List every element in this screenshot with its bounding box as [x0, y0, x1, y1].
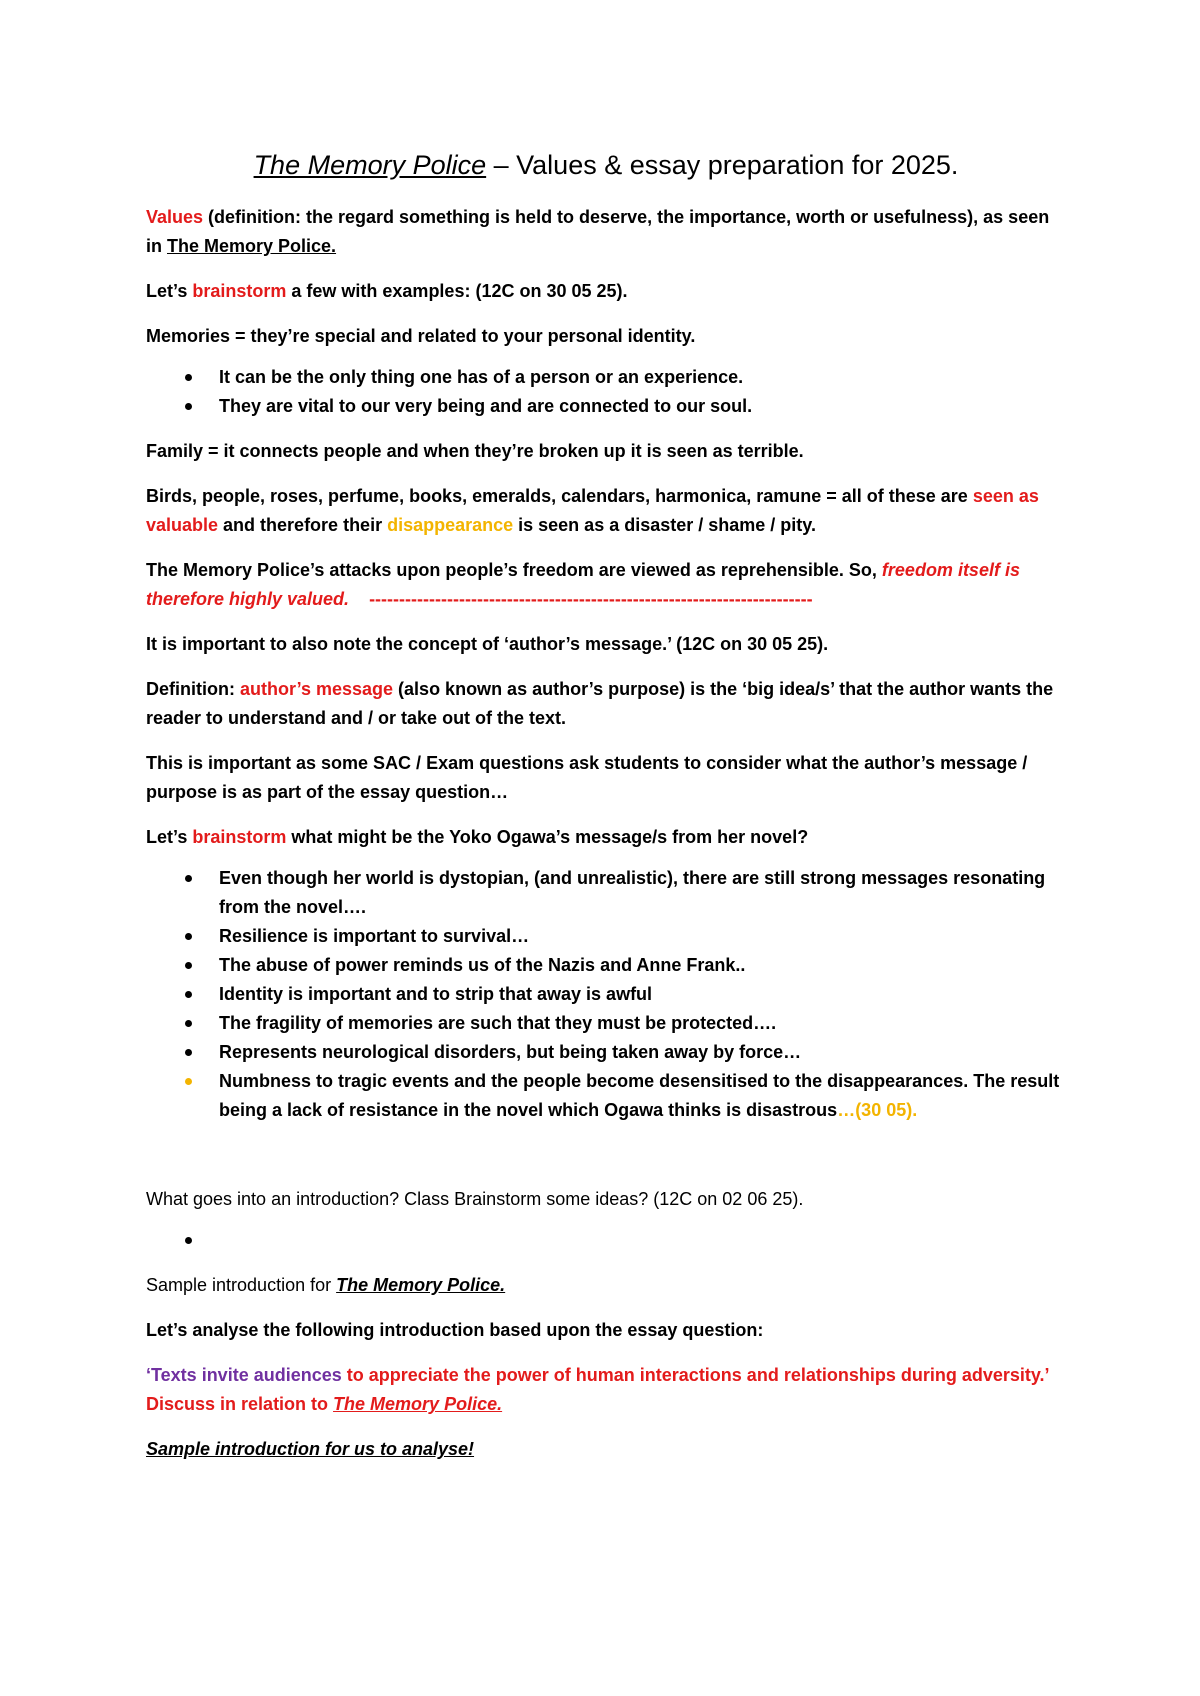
memories-list [146, 363, 1066, 421]
bullet-icon [185, 1237, 192, 1244]
bullet-icon [185, 403, 192, 410]
brainstorm2-post: what might be the Yoko Ogawa’s message/s from her novel? [286, 827, 809, 847]
brainstorm-messages [146, 823, 1066, 852]
bullet-icon [185, 1020, 192, 1027]
brainstorm2-pre: Let’s [146, 827, 193, 847]
definition-pre: Definition: [146, 679, 240, 699]
sample-intro-line [146, 1271, 1066, 1300]
values-definition-text: (definition: the regard something is held to deserve, the importance, worth or usefulness), as seen in [146, 207, 1050, 256]
essay-question-purple: ‘Texts invite audiences [146, 1365, 342, 1385]
values-definition [146, 203, 1066, 261]
freedom-divider: -------------------------------------------------------------------------- [369, 589, 813, 609]
list-item [146, 980, 1066, 1009]
brainstorm2-word: brainstorm [192, 827, 287, 847]
list-item [146, 1067, 1066, 1125]
values-word: Values [146, 207, 204, 227]
list-item [146, 951, 1066, 980]
list-item-text: The abuse of power reminds us of the Nazis and Anne Frank.. [219, 955, 746, 975]
bullet-icon [185, 991, 192, 998]
freedom-paragraph [146, 556, 1066, 614]
document-title [146, 150, 1066, 181]
list-item-text: Numbness to tragic events and the people become desensitised to the disappearances. The result being a lack of resistance in the novel which Ogawa thinks is disastrous [219, 1071, 1060, 1120]
sample-heading: Sample introduction for us to analyse! [146, 1439, 475, 1459]
sample-intro-book: The Memory Police. [336, 1275, 506, 1295]
bullet-icon [185, 933, 192, 940]
list-item-text: Represents neurological disorders, but being taken away by force… [219, 1042, 802, 1062]
list-item [146, 1038, 1066, 1067]
freedom-pre: The Memory Police’s attacks upon people’s freedom are viewed as reprehensible. So, [146, 560, 882, 580]
list-item-text: Even though her world is dystopian, (and unrealistic), there are still strong messages resonating from the novel…. [219, 868, 1046, 917]
messages-list [146, 864, 1066, 1125]
memories-paragraph: Memories = they’re special and related to your personal identity. [146, 326, 696, 346]
birds-paragraph [146, 482, 1066, 540]
essay-question-red: to appreciate the power of human interactions and relationships during adversity.’ Discuss in relation to [146, 1365, 1049, 1414]
title-book-name: The Memory Police [253, 150, 487, 180]
birds-disappearance: disappearance [387, 515, 514, 535]
spacer [146, 1141, 1066, 1185]
analyse-paragraph: Let’s analyse the following introduction based upon the essay question: [146, 1320, 764, 1340]
values-book-name: The Memory Police. [167, 236, 337, 256]
list-item-text: It can be the only thing one has of a person or an experience. [219, 367, 744, 387]
bullet-icon [185, 962, 192, 969]
brainstorm1-pre: Let’s [146, 281, 193, 301]
document-page [146, 150, 1066, 1480]
last-message-date: …(30 05). [837, 1100, 918, 1120]
freedom-highlight: freedom itself is therefore highly valued. [146, 560, 1020, 609]
birds-mid: and therefore their [218, 515, 388, 535]
list-item [146, 1009, 1066, 1038]
list-item [146, 922, 1066, 951]
list-item [146, 392, 1066, 421]
definition-post: (also known as author’s purpose) is the ‘big idea/s’ that the author wants the reader to understand and / or take out of the text. [146, 679, 1054, 728]
bullet-icon [185, 1049, 192, 1056]
brainstorm1-post: a few with examples: (12C on 30 05 25). [286, 281, 628, 301]
bullet-icon [185, 1078, 192, 1085]
bullet-icon [185, 374, 192, 381]
list-item-text: They are vital to our very being and are connected to our soul. [219, 396, 753, 416]
intro-question: What goes into an introduction? Class Brainstorm some ideas? (12C on 02 06 25). [146, 1189, 804, 1209]
concept-paragraph: It is important to also note the concept of ‘author’s message.’ (12C on 30 05 25). [146, 634, 829, 654]
brainstorm1-word: brainstorm [192, 281, 287, 301]
family-paragraph: Family = it connects people and when they’re broken up it is seen as terrible. [146, 441, 804, 461]
list-item [146, 1226, 1066, 1255]
intro-ideas-list [146, 1226, 1066, 1255]
essay-question [146, 1361, 1066, 1419]
list-item-text: The fragility of memories are such that they must be protected…. [219, 1013, 777, 1033]
brainstorm-values [146, 277, 1066, 306]
list-item [146, 363, 1066, 392]
birds-valuable: seen as valuable [146, 486, 1039, 535]
definition-paragraph [146, 675, 1066, 733]
title-rest: – Values & essay preparation for 2025. [486, 150, 959, 180]
essay-question-book: The Memory Police. [333, 1394, 503, 1414]
important-paragraph: This is important as some SAC / Exam questions ask students to consider what the author’s message / purpose is as part of the essay question… [146, 753, 1028, 802]
list-item-text: Resilience is important to survival… [219, 926, 530, 946]
list-item-text: Identity is important and to strip that away is awful [219, 984, 653, 1004]
birds-post: is seen as a disaster / shame / pity. [513, 515, 816, 535]
birds-pre: Birds, people, roses, perfume, books, emeralds, calendars, harmonica, ramune = all of these are [146, 486, 973, 506]
definition-term: author’s message [239, 679, 394, 699]
list-item [146, 864, 1066, 922]
bullet-icon [185, 875, 192, 882]
sample-intro-pre: Sample introduction for [146, 1275, 337, 1295]
